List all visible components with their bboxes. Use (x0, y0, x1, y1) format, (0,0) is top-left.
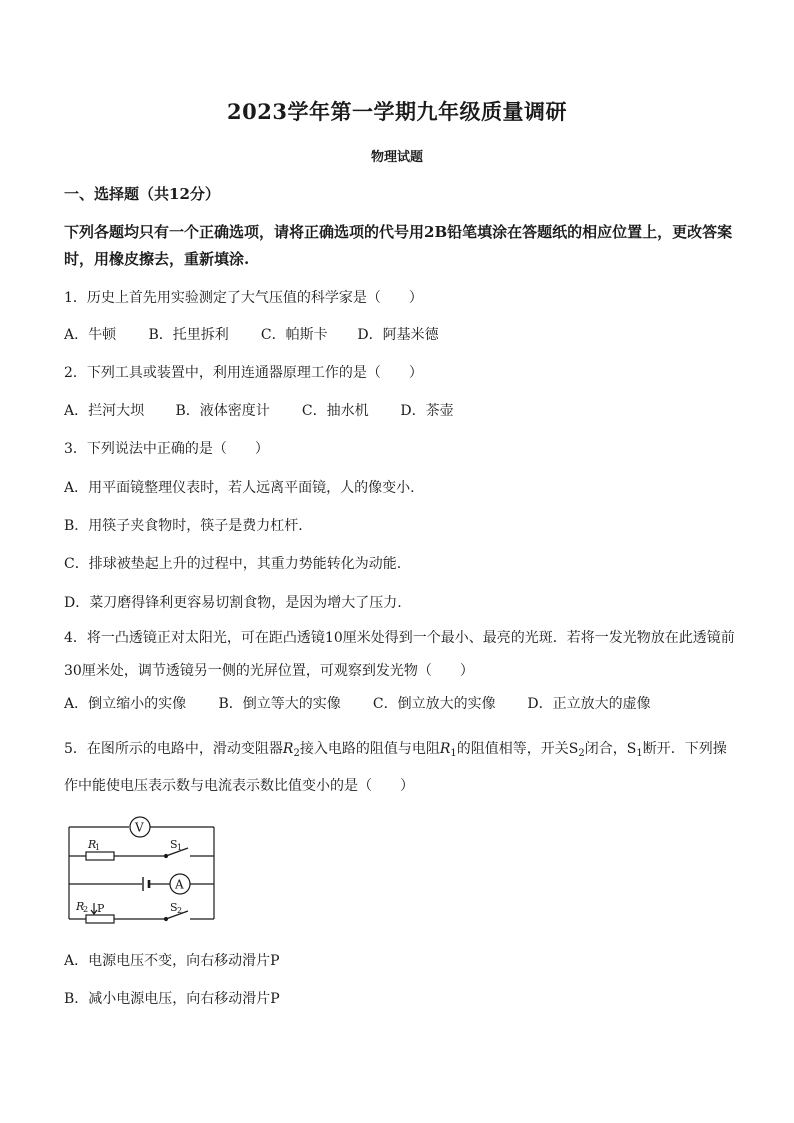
s2-label-sub: 2 (177, 906, 183, 915)
r2-label: R (76, 900, 85, 913)
q5-text-5: 断开．下列操作中能使电压表示数与电流表示数比值变小的是（ ） (64, 741, 727, 794)
option-a: A．用平面镜整理仪表时，若人远离平面镜，人的像变小. (64, 480, 415, 496)
option-a: A．电源电压不变，向右移动滑片P (64, 953, 280, 969)
section-heading: 一、选择题（共12分） (64, 185, 220, 203)
option-d: D．正立放大的虚像 (527, 696, 651, 712)
s2-label: S (170, 901, 178, 914)
question-1: 1．历史上首先用实验测定了大气压值的科学家是（ ） (64, 290, 423, 306)
option-c: C．倒立放大的实像 (372, 696, 496, 712)
r2-label-sub: 2 (83, 905, 89, 914)
option-a: A．拦河大坝 (64, 403, 145, 419)
r1-label-sub: 1 (95, 843, 101, 852)
ammeter-label: A (175, 877, 184, 892)
question-5 (64, 733, 736, 803)
option-b: B．倒立等大的实像 (218, 696, 341, 712)
question-2-options (64, 400, 454, 420)
option-b: B．减小电源电压，向右移动滑片P (64, 991, 280, 1007)
option-b: B．托里拆利 (148, 327, 229, 343)
s1-subscript: 1 (636, 748, 643, 759)
option-d: D．茶壶 (400, 403, 454, 419)
q5-text-1: 5．在图所示的电路中，滑动变阻器 (64, 741, 283, 757)
r2-subscript: 2 (293, 748, 300, 759)
r1-label: R (88, 838, 97, 851)
option-a: A．牛顿 (64, 327, 117, 343)
switch-s2-pivot (165, 918, 168, 921)
q5-text-4: 闭合，S (584, 741, 637, 757)
r1-symbol: R (439, 741, 451, 757)
q5-text-2: 接入电路的阻值与电阻 (299, 741, 440, 757)
page-title: 2023学年第一学期九年级质量调研 (227, 99, 567, 124)
switch-s1-pivot (165, 855, 168, 858)
option-b: B．液体密度计 (175, 403, 270, 419)
circuit-diagram (66, 815, 226, 925)
q5-text-3: 的阻值相等，开关S (456, 741, 579, 757)
option-a: A．倒立缩小的实像 (64, 696, 187, 712)
r1-subscript: 1 (450, 748, 457, 759)
s2-subscript: 2 (578, 748, 585, 759)
slider-label: P (97, 902, 105, 915)
question-4-options (64, 693, 651, 713)
option-c: C．帕斯卡 (260, 327, 328, 343)
option-d: D．阿基米德 (357, 327, 439, 343)
s1-label-sub: 1 (177, 843, 183, 852)
option-b: B．用筷子夹食物时，筷子是费力杠杆. (64, 518, 303, 534)
question-4: 4．将一凸透镜正对太阳光，可在距凸透镜10厘米处得到一个最小、最亮的光斑．若将一发光物放在此透镜前30厘米处，调节透镜另一侧的光屏位置，可观察到发光物（ ） (64, 630, 735, 679)
question-2: 2．下列工具或装置中，利用连通器原理工作的是（ ） (64, 365, 423, 381)
question-3: 3．下列说法中正确的是（ ） (64, 441, 269, 457)
r2-symbol: R (282, 741, 294, 757)
question-1-options (64, 324, 439, 344)
option-c: C．排球被垫起上升的过程中，其重力势能转化为动能. (64, 556, 402, 572)
option-d: D．菜刀磨得锋利更容易切割食物，是因为增大了压力. (64, 595, 402, 611)
rheostat-r2 (86, 915, 114, 923)
voltmeter-label: V (135, 820, 144, 835)
option-c: C．抽水机 (301, 403, 369, 419)
resistor-r1 (86, 852, 114, 860)
s1-label: S (170, 838, 178, 851)
instructions: 下列各题均只有一个正确选项，请将正确选项的代号用2B铅笔填涂在答题纸的相应位置上，更改答案时，用橡皮擦去，重新填涂. (64, 223, 733, 268)
page-subtitle: 物理试题 (370, 150, 423, 165)
